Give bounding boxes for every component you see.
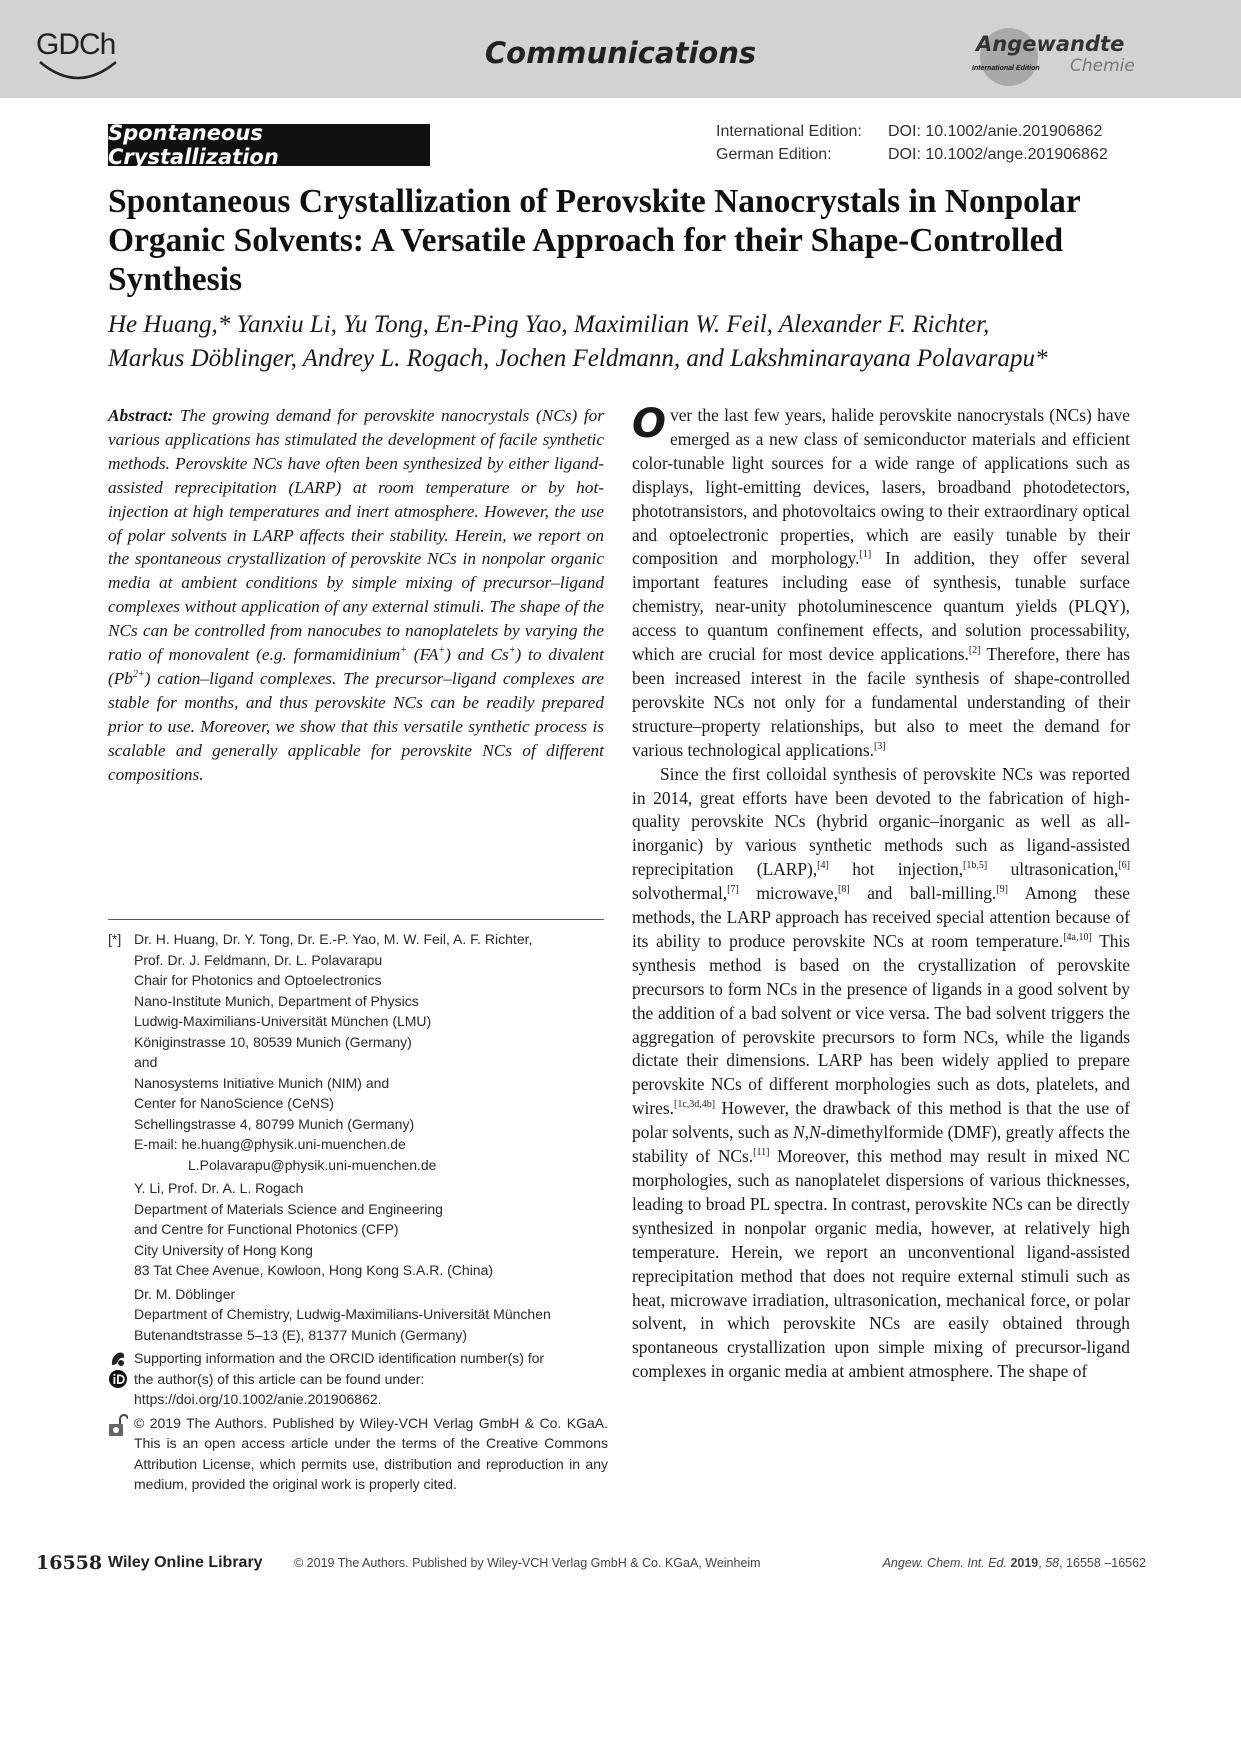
journal-citation: Angew. Chem. Int. Ed. 2019, 58, 16558 –16562: [882, 1556, 1146, 1570]
affiliation-line: Chair for Photonics and Optoelectronics: [134, 972, 382, 988]
superscript: 2+: [132, 669, 145, 681]
affiliation-line: and: [134, 1054, 158, 1070]
category-badge: Spontaneous Crystallization: [108, 124, 430, 166]
affiliation-line: City University of Hong Kong: [134, 1241, 313, 1258]
license-icons: [108, 1414, 130, 1438]
footnote-divider: [108, 919, 604, 920]
abstract-text: (FA: [406, 645, 439, 665]
body-paragraph: [632, 401, 1131, 763]
footnotes: [108, 929, 608, 1498]
email-line[interactable]: L.Polavarapu@physik.uni-muenchen.de: [188, 1156, 437, 1173]
abstract-label: Abstract:: [108, 406, 174, 425]
chemical-name-italic: N,N: [793, 1122, 821, 1143]
doi-row-german: [716, 143, 1108, 166]
superscript: +: [400, 645, 407, 657]
citation-journal: Angew. Chem. Int. Ed.: [882, 1556, 1007, 1570]
author-line: Markus Döblinger, Andrey L. Rogach, Jochen Feldmann, and Lakshminarayana Polavarapu*: [108, 345, 1048, 372]
citation-year: 2019: [1010, 1556, 1039, 1570]
orcid-icon[interactable]: [108, 1369, 128, 1389]
body-text-run: and ball-milling.: [849, 883, 997, 904]
affiliation-group: [108, 1284, 608, 1346]
superscript: +: [438, 645, 446, 657]
superscript: +: [508, 645, 516, 657]
page-footer: [36, 1552, 1146, 1578]
citation-ref[interactable]: [4a,10]: [1063, 932, 1092, 944]
journal-logo-name: Angewandte: [976, 32, 1125, 56]
affiliation-line: Center for NanoScience (CeNS): [134, 1095, 334, 1111]
section-title: Communications: [484, 36, 757, 70]
journal-logo-sub: Chemie: [1070, 56, 1135, 76]
doi-block: [716, 120, 1108, 166]
citation-ref[interactable]: [6]: [1118, 860, 1130, 872]
body-paragraph: [632, 763, 1130, 1385]
affiliation-line: Y. Li, Prof. Dr. A. L. Rogach: [134, 1180, 304, 1196]
page-header: [0, 0, 1241, 98]
citation-ref[interactable]: [8]: [837, 884, 850, 896]
supporting-icons: [108, 1349, 130, 1389]
affiliation-line: Nanosystems Initiative Munich (NIM) and: [134, 1074, 390, 1091]
body-text-run: This synthesis method is based on the crystallization of perovskite precursors to form NCs in the presence of ligands in a good solvent by the addition of a bad solvent or vice versa. The bad solvent triggers the aggregation of perovskite precursors to form NCs, while the ligands dictate their dimensions. LARP has been widely applied to prepare perovskite NCs of different morphologies such as dots, platelets, and wires.: [632, 930, 1130, 1119]
citation-ref[interactable]: [1b,5]: [963, 860, 988, 872]
body-text-run: -dimethylformide (DMF), greatly affects the stability of NCs.: [632, 1122, 1130, 1167]
affiliation-line: Butenandtstrasse 5–13 (E), 81377 Munich (Germany): [134, 1326, 468, 1343]
affiliation-line: Department of Chemistry, Ludwig-Maximilians-Universität München: [134, 1306, 551, 1322]
gdch-logo-text: GDCh: [36, 28, 116, 61]
doi-link[interactable]: DOI: 10.1002/ange.201906862: [888, 146, 1108, 163]
body-text-run: microwave,: [738, 883, 838, 904]
citation-ref[interactable]: [9]: [996, 884, 1008, 896]
affiliation-line: Prof. Dr. J. Feldmann, Dr. L. Polavarapu: [134, 951, 383, 968]
supporting-line: the author(s) of this article can be found under:: [134, 1370, 425, 1387]
citation-ref[interactable]: [3]: [873, 740, 886, 752]
body-text-run: Among these methods, the LARP approach has received special attention because of its ability to produce perovskite NCs at room temperature.: [632, 883, 1131, 951]
footer-copyright: © 2019 The Authors. Published by Wiley-VCH Verlag GmbH & Co. KGaA, Weinheim: [294, 1556, 761, 1570]
author-list: [108, 308, 1158, 376]
citation-volume: 58: [1045, 1556, 1060, 1570]
body-text: [632, 401, 1131, 1384]
article-title: Spontaneous Crystallization of Perovskite Nanocrystals in Nonpolar Organic Solvents: A Versatile Approach for their Shape-Controlled Synthesis: [108, 183, 1081, 298]
affiliation-group: [108, 1178, 608, 1281]
affiliation-line: Dr. H. Huang, Dr. Y. Tong, Dr. E.-P. Yao, M. W. Feil, A. F. Richter,: [134, 931, 533, 947]
body-text-run: Moreover, this method may result in mixed NC morphologies, such as nanoplatelet dispersions of various thicknesses, leading to broad PL spectra. In contrast, perovskite NCs can be directly synthesized in nonpolar organic media, however, at relatively high temperature. Herein, we report an unconventional ligand-assisted reprecipitation method that does not require external stimuli such as heat, microwave irradiation, ultrasonication, mechanical force, or polar solvent, in which perovskite NCs are easily obtained through spontaneous crystallization upon simple mixing of precursor-ligand complexes in organic media at ambient atmosphere. The shape of: [632, 1146, 1130, 1382]
footnote-mark: [*]: [108, 931, 122, 947]
affiliation-group: [108, 929, 608, 1175]
supporting-link[interactable]: https://doi.org/10.1002/anie.201906862.: [134, 1391, 382, 1407]
affiliation-line: Nano-Institute Munich, Department of Physics: [134, 992, 419, 1009]
body-text-run: Since the first colloidal synthesis of perovskite NCs was reported in 2014, great efforts have been devoted to the fabrication of high-quality perovskite NCs (hybrid organic–inorganic as well as all-inorganic) by various synthetic methods such as ligand-assisted reprecipitation (LARP),: [632, 763, 1130, 880]
email-line[interactable]: E-mail: he.huang@physik.uni-muenchen.de: [134, 1136, 406, 1152]
license-text: © 2019 The Authors. Published by Wiley-VCH Verlag GmbH & Co. KGaA. This is an open access article under the terms of the Creative Commons Attribution License, which permits use, distribution and reproduction in any medium, provided the original work is properly cited.: [134, 1414, 608, 1492]
affiliation-line: Dr. M. Döblinger: [134, 1285, 236, 1302]
doi-label: International Edition:: [716, 123, 862, 140]
license: [108, 1413, 608, 1495]
supporting-info-icon: [108, 1349, 128, 1369]
abstract-text: ) cation–ligand complexes. The precursor–ligand complexes are stable for months, and thus perovskite NCs can be readily prepared prior to use. Moreover, we show that this versatile synthetic process is scalable and generally applicable for perovskite NCs of different compositions.: [108, 668, 604, 784]
citation-ref[interactable]: [1]: [859, 549, 872, 561]
drop-cap: O: [632, 401, 667, 447]
body-text-run: In addition, they offer several important features including ease of synthesis, tunable surface chemistry, near-unity photoluminescence quantum yields (PLQY), access to quantum confinement effects, and solution processability, which are crucial for most device applications.: [632, 548, 1130, 665]
affiliation-line: and Centre for Functional Photonics (CFP): [134, 1221, 399, 1237]
library-link[interactable]: Wiley Online Library: [108, 1554, 263, 1571]
doi-label: German Edition:: [716, 146, 832, 163]
author-line: He Huang,* Yanxiu Li, Yu Tong, En-Ping Yao, Maximilian W. Feil, Alexander F. Richter,: [108, 311, 990, 338]
abstract: [108, 404, 604, 787]
body-text-run: solvothermal,: [632, 883, 728, 904]
citation-ref[interactable]: [11]: [753, 1147, 770, 1159]
affiliation-line: 83 Tat Chee Avenue, Kowloon, Hong Kong S.A.R. (China): [134, 1262, 494, 1278]
citation-ref[interactable]: [7]: [727, 884, 739, 896]
body-text-run: Therefore, there has been increased interest in the facile synthesis of shape-controlled perovskite NCs not only for a fundamental understanding of their structure–property relationships, but also to meet the demand for various technological applications.: [632, 644, 1131, 760]
citation-pages: , 16558 –16562: [1059, 1556, 1146, 1570]
body-text-run: However, the drawback of this method is that the use of polar solvents, such as: [632, 1098, 1130, 1143]
abstract-text: ) to divalent (Pb: [108, 645, 604, 688]
doi-link[interactable]: DOI: 10.1002/anie.201906862: [888, 123, 1103, 140]
supporting-info: [108, 1348, 608, 1410]
journal-logo: [970, 24, 1140, 84]
citation-ref[interactable]: [2]: [968, 645, 981, 657]
citation-ref[interactable]: [4]: [817, 860, 829, 872]
affiliation-line: Königinstrasse 10, 80539 Munich (Germany): [134, 1033, 412, 1050]
body-text-run: ver the last few years, halide perovskite nanocrystals (NCs) have emerged as a new class of semiconductor materials and efficient color-tunable light sources for a wide range of applications such as displays, light-emitting devices, lasers, broadband photodetectors, phototransistors, and photovoltaics owing to their extraordinary optical and optoelectronic properties, which are easily tunable by their composition and morphology.: [632, 405, 1130, 569]
affiliation-line: Ludwig-Maximilians-Universität München (LMU): [134, 1013, 432, 1029]
journal-logo-edition: International Edition: [972, 65, 1040, 72]
citation-ref[interactable]: [1c,3d,4b]: [674, 1099, 716, 1111]
supporting-line: Supporting information and the ORCID identification number(s) for: [134, 1350, 545, 1366]
page-number: 16558: [36, 1552, 103, 1574]
body-text-run: ultrasonication,: [987, 859, 1119, 880]
affiliation-line: Department of Materials Science and Engineering: [134, 1200, 443, 1217]
body-text-run: hot injection,: [828, 859, 964, 880]
doi-row-international: [716, 120, 1108, 143]
abstract-text: ) and Cs: [445, 645, 509, 665]
open-access-icon: [108, 1414, 128, 1438]
abstract-text: The growing demand for perovskite nanocrystals (NCs) for various applications has stimulated the development of facile synthetic methods. Perovskite NCs have often been synthesized by either ligand-assisted reprecipitation (LARP) at room temperature or by hot-injection at high temperatures and inert atmosphere. However, the use of polar solvents in LARP affects their stability. Herein, we report on the spontaneous crystallization of perovskite NCs in nonpolar organic media at ambient conditions by simple mixing of precursor–ligand complexes without application of any external stimuli. The shape of the NCs can be controlled from nanocubes to nanoplatelets by varying the ratio of monovalent (e.g. formamidinium: [108, 406, 605, 665]
affiliation-line: Schellingstrasse 4, 80799 Munich (Germany): [134, 1115, 415, 1132]
